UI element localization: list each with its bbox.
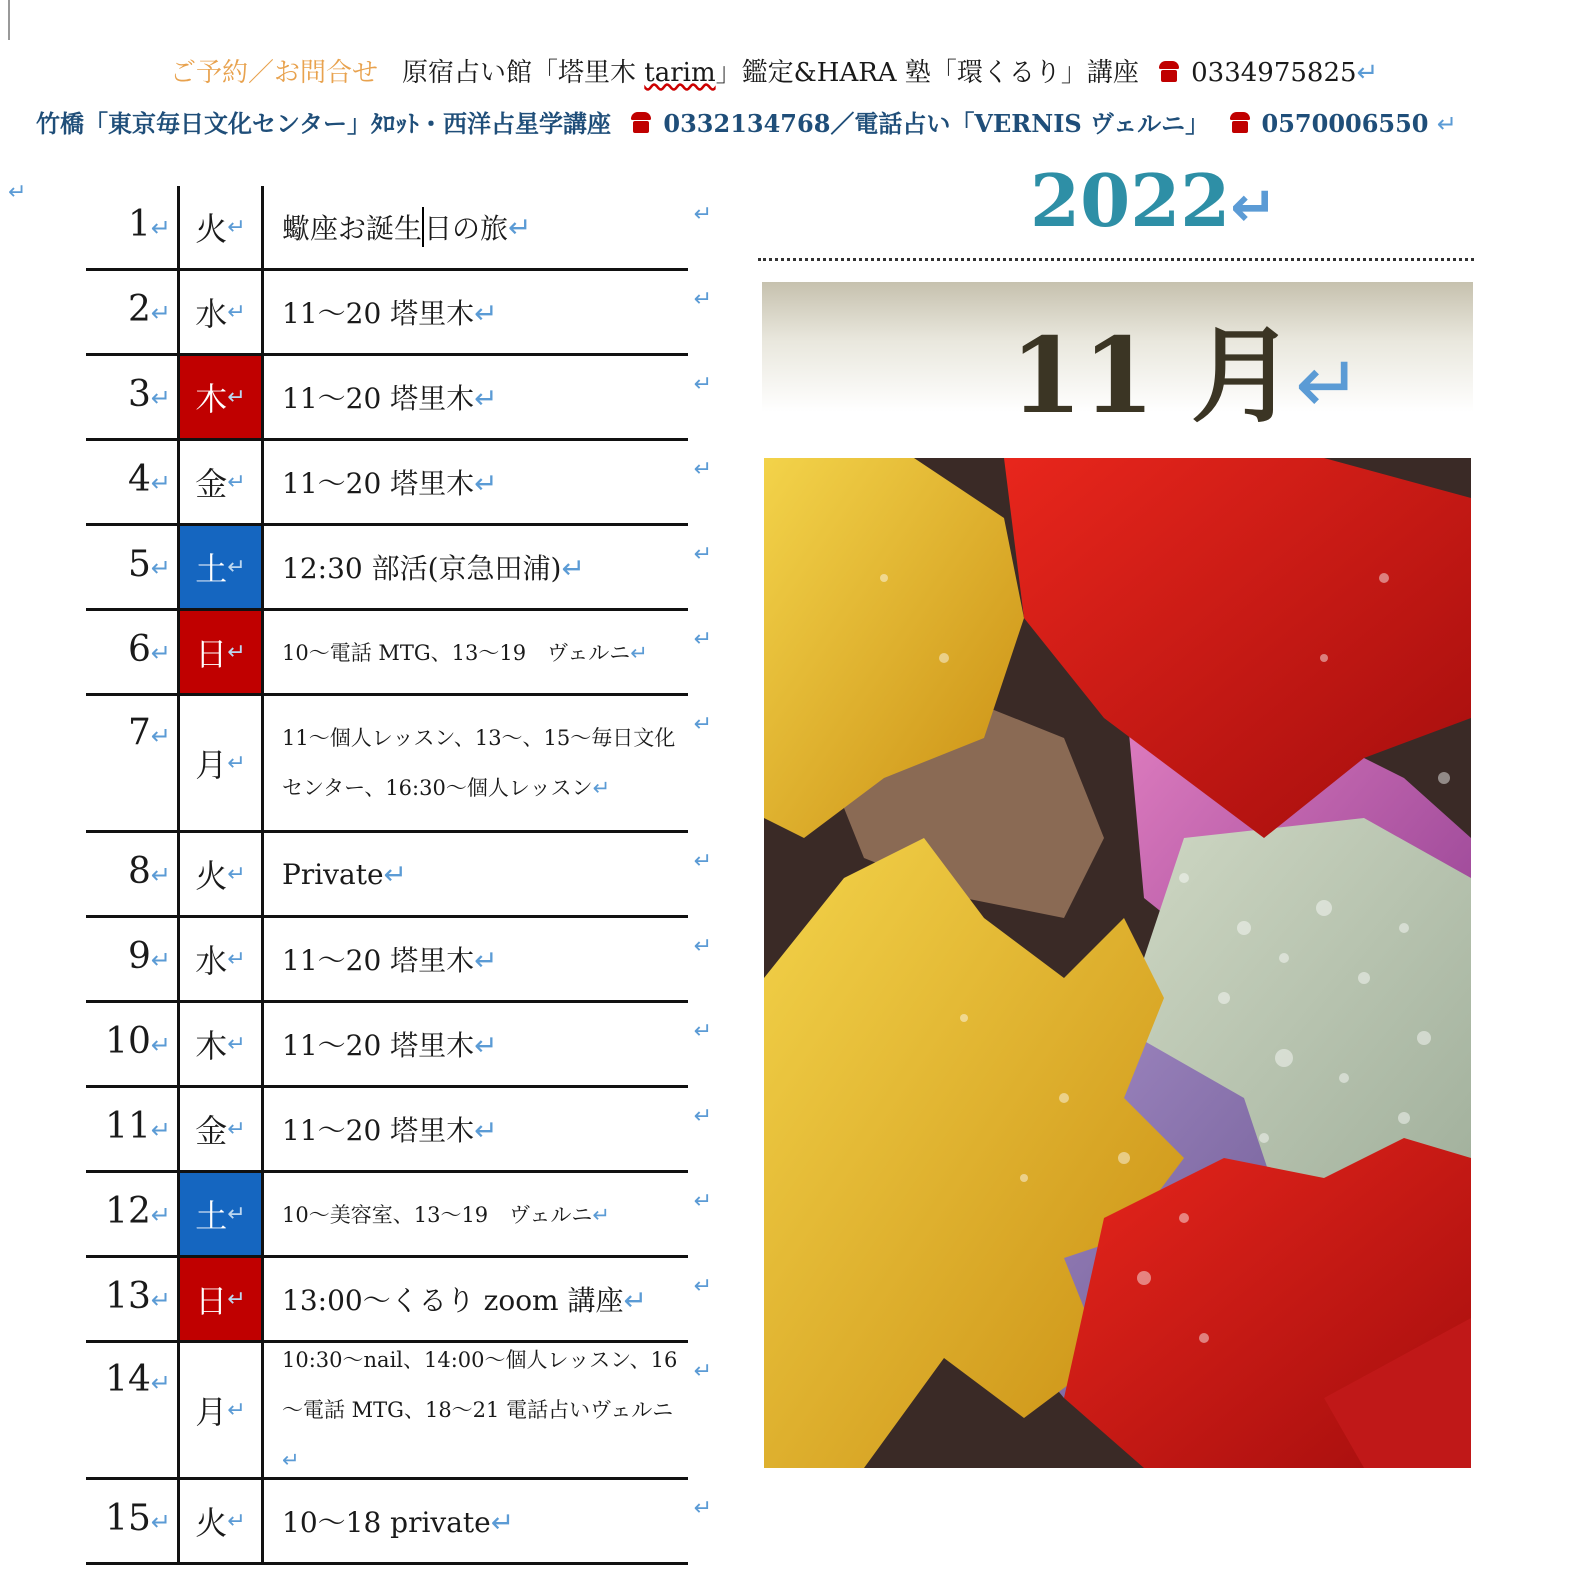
return-arrow-icon: ↵: [693, 1496, 712, 1521]
calendar-row: [86, 833, 712, 918]
month-value: 11 月: [1010, 314, 1295, 437]
day-number-value: 1: [127, 204, 151, 245]
event-text: [282, 547, 585, 587]
return-arrow-icon: ↵: [693, 712, 712, 737]
weekday-cell: [180, 271, 264, 353]
return-arrow-icon: ↵: [474, 382, 498, 415]
return-arrow-icon: ↵: [227, 1508, 246, 1534]
weekday-cell: [180, 1480, 264, 1562]
phone-icon: [1157, 61, 1181, 83]
weekday-cell: [180, 1343, 264, 1477]
return-arrow-icon: ↵: [693, 372, 712, 397]
event-cell: [264, 833, 688, 915]
return-arrow-icon: ↵: [150, 384, 171, 412]
calendar-row: [86, 918, 712, 1003]
return-arrow-icon: ↵: [592, 1203, 610, 1227]
weekday-label: 金: [195, 465, 228, 503]
calendar-row: [86, 271, 712, 356]
return-arrow-icon: ↵: [1294, 338, 1362, 431]
event-text-value: 10～18 private: [282, 1506, 491, 1539]
event-text-part: 蠍座お誕生: [282, 212, 423, 245]
day-number: [86, 918, 180, 1000]
event-text: [282, 462, 498, 502]
calendar-row: [86, 356, 712, 441]
calendar-row: [86, 611, 712, 696]
calendar-row: [86, 1003, 712, 1088]
day-number-value: 8: [127, 851, 151, 892]
weekday-label: 水: [195, 295, 228, 333]
event-text-value: 10～美容室、13～19 ヴェルニ: [282, 1203, 593, 1227]
event-cell: [264, 356, 688, 438]
event-cell: [264, 441, 688, 523]
event-text-value: 13:00～くるり zoom 講座: [282, 1284, 624, 1317]
return-arrow-icon: ↵: [474, 1114, 498, 1147]
page-corner-mark: [0, 0, 10, 40]
return-arrow-icon: ↵: [693, 934, 712, 959]
calendar-row: [86, 1343, 712, 1480]
return-arrow-icon: ↵: [150, 861, 171, 889]
day-number: [86, 1343, 180, 1477]
weekday-label: 土: [195, 550, 228, 588]
day-number-value: 3: [127, 374, 151, 415]
return-arrow-icon: ↵: [227, 1201, 246, 1227]
event-text-value: 11～20 塔里木: [282, 382, 475, 415]
day-number: [86, 1003, 180, 1085]
weekday-cell: [180, 1173, 264, 1255]
event-text-part: 日の旅: [424, 212, 509, 245]
year-title: [1030, 158, 1277, 243]
return-arrow-icon: ↵: [150, 299, 171, 327]
return-arrow-icon: ↵: [150, 639, 171, 667]
weekday-label: 木: [195, 1027, 228, 1065]
venue-prefix: 原宿占い館「塔里木: [402, 58, 645, 88]
event-text-value: 10～電話 MTG、13～19 ヴェルニ: [282, 641, 631, 665]
return-arrow-icon: ↵: [693, 1359, 712, 1384]
return-arrow-icon: ↵: [474, 944, 498, 977]
return-arrow-icon: ↵: [630, 641, 648, 665]
day-number-value: 13: [105, 1276, 151, 1317]
day-number: [86, 441, 180, 523]
weekday-cell: [180, 526, 264, 608]
return-arrow-icon: ↵: [227, 1031, 246, 1057]
weekday-label: 火: [195, 1504, 228, 1542]
weekday-label: 火: [195, 857, 228, 895]
day-number: [86, 1088, 180, 1170]
day-number: [86, 186, 180, 268]
event-text: [282, 1501, 514, 1541]
event-text: [282, 939, 498, 979]
weekday-cell: [180, 1088, 264, 1170]
day-number-value: 9: [127, 936, 151, 977]
weekday-label: 月: [195, 1393, 228, 1431]
venue-latin: tarim: [644, 58, 716, 88]
day-number-value: 7: [127, 712, 151, 753]
event-cell: [264, 1258, 688, 1340]
event-text-value: 11～20 塔里木: [282, 944, 475, 977]
return-arrow-icon: ↵: [150, 469, 171, 497]
day-number: [86, 1173, 180, 1255]
event-text: [282, 1109, 498, 1149]
return-arrow-icon: ↵: [227, 554, 246, 580]
weekday-label: 木: [195, 380, 228, 418]
return-arrow-icon: ↵: [693, 1274, 712, 1299]
return-arrow-icon: ↵: [150, 1508, 171, 1536]
return-arrow-icon: ↵: [8, 180, 27, 205]
event-cell: [264, 611, 688, 693]
event-text: [282, 713, 680, 813]
day-number-value: 10: [105, 1021, 151, 1062]
phone-icon: [629, 112, 653, 134]
day-number: [86, 833, 180, 915]
event-cell: [264, 1003, 688, 1085]
return-arrow-icon: ↵: [474, 1029, 498, 1062]
event-text: [282, 1335, 680, 1485]
return-arrow-icon: ↵: [693, 849, 712, 874]
dotted-divider: [758, 258, 1474, 261]
phone-and-service: 0332134768／電話占い「VERNIS ヴェルニ」: [663, 109, 1210, 138]
weekday-cell: [180, 356, 264, 438]
month-title: [1010, 292, 1362, 442]
event-text: [282, 1024, 498, 1064]
phone-icon: [1228, 112, 1252, 134]
event-text-value: 10:30～nail、14:00～個人レッスン、16～電話 MTG、18～21 電話占いヴェルニ: [282, 1348, 678, 1422]
return-arrow-icon: ↵: [1436, 110, 1457, 138]
event-text-value: 11～20 塔里木: [282, 467, 475, 500]
return-arrow-icon: ↵: [693, 542, 712, 567]
event-text-value: 12:30 部活(京急田浦): [282, 552, 562, 585]
school-info: 竹橋「東京毎日文化センター」ﾀﾛｯﾄ・西洋占星学講座: [36, 109, 612, 138]
event-text: [282, 637, 648, 667]
return-arrow-icon: ↵: [227, 639, 246, 665]
event-cell: [264, 696, 688, 830]
weekday-label: 日: [195, 1282, 228, 1320]
phone-number-3: 0570006550: [1261, 109, 1429, 138]
calendar-row: [86, 1173, 712, 1258]
event-cell: [264, 526, 688, 608]
year-value: 2022: [1030, 158, 1231, 243]
venue-suffix: 」鑑定&HARA 塾「環くるり」講座: [715, 58, 1139, 88]
weekday-cell: [180, 441, 264, 523]
weekday-label: 金: [195, 1112, 228, 1150]
weekday-label: 日: [195, 635, 228, 673]
return-arrow-icon: ↵: [474, 297, 498, 330]
return-arrow-icon: ↵: [150, 1201, 171, 1229]
calendar-row: [86, 1258, 712, 1343]
return-arrow-icon: ↵: [227, 384, 246, 410]
event-text: [282, 377, 498, 417]
return-arrow-icon: ↵: [227, 946, 246, 972]
calendar-table: [86, 186, 712, 1565]
weekday-label: 土: [195, 1197, 228, 1235]
return-arrow-icon: ↵: [1230, 175, 1278, 240]
day-number-value: 6: [127, 629, 151, 670]
weekday-cell: [180, 1003, 264, 1085]
weekday-cell: [180, 186, 264, 268]
calendar-row: [86, 696, 712, 833]
event-cell: [264, 186, 688, 268]
return-arrow-icon: ↵: [561, 552, 585, 585]
event-text-value: Private: [282, 857, 384, 891]
day-number-value: 12: [105, 1191, 151, 1232]
return-arrow-icon: ↵: [693, 627, 712, 652]
return-arrow-icon: ↵: [227, 861, 246, 887]
day-number-value: 2: [127, 289, 151, 330]
contact-label: ご予約／お問合せ: [170, 58, 379, 88]
return-arrow-icon: ↵: [693, 1104, 712, 1129]
return-arrow-icon: ↵: [490, 1506, 515, 1539]
day-number: [86, 271, 180, 353]
event-cell: [264, 1343, 688, 1477]
weekday-cell: [180, 1258, 264, 1340]
event-text: [282, 1279, 647, 1319]
return-arrow-icon: ↵: [693, 1019, 712, 1044]
return-arrow-icon: ↵: [693, 1189, 712, 1214]
return-arrow-icon: ↵: [227, 299, 246, 325]
return-arrow-icon: ↵: [693, 287, 712, 312]
day-number-value: 4: [127, 459, 151, 500]
calendar-row: [86, 1480, 712, 1565]
day-number: [86, 1258, 180, 1340]
day-number: [86, 696, 180, 830]
return-arrow-icon: ↵: [508, 210, 532, 244]
day-number: [86, 526, 180, 608]
day-number-value: 15: [105, 1498, 151, 1539]
event-cell: [264, 1088, 688, 1170]
return-arrow-icon: ↵: [227, 1397, 246, 1423]
weekday-cell: [180, 918, 264, 1000]
event-cell: [264, 1173, 688, 1255]
return-arrow-icon: ↵: [693, 457, 712, 482]
return-arrow-icon: ↵: [383, 857, 407, 891]
day-number-value: 11: [105, 1106, 151, 1147]
calendar-row: [86, 1088, 712, 1173]
day-number-value: 5: [127, 544, 151, 585]
return-arrow-icon: ↵: [150, 554, 171, 582]
calendar-row: [86, 186, 712, 271]
event-cell: [264, 1480, 688, 1562]
event-text-value: 11～20 塔里木: [282, 297, 475, 330]
weekday-label: 月: [195, 746, 228, 784]
return-arrow-icon: ↵: [1356, 58, 1379, 88]
return-arrow-icon: ↵: [623, 1284, 647, 1317]
return-arrow-icon: ↵: [227, 469, 246, 495]
header-line-2: [36, 104, 1457, 139]
autumn-leaves-photo: [764, 458, 1471, 1468]
weekday-label: 火: [195, 210, 228, 248]
event-cell: [264, 271, 688, 353]
weekday-cell: [180, 611, 264, 693]
return-arrow-icon: ↵: [150, 1031, 171, 1059]
header-line-1: [170, 52, 1378, 89]
return-arrow-icon: ↵: [592, 776, 611, 800]
calendar-row: [86, 441, 712, 526]
day-number: [86, 1480, 180, 1562]
return-arrow-icon: ↵: [227, 750, 246, 776]
return-arrow-icon: ↵: [150, 946, 171, 974]
return-arrow-icon: ↵: [150, 1116, 171, 1144]
return-arrow-icon: ↵: [474, 467, 498, 500]
event-text-value: 11～20 塔里木: [282, 1029, 475, 1062]
day-number: [86, 356, 180, 438]
weekday-label: 水: [195, 942, 228, 980]
return-arrow-icon: ↵: [227, 1116, 246, 1142]
return-arrow-icon: ↵: [693, 202, 712, 227]
event-text: [282, 292, 498, 332]
return-arrow-icon: ↵: [150, 1286, 171, 1314]
calendar-row: [86, 526, 712, 611]
event-text: [282, 858, 407, 891]
event-cell: [264, 918, 688, 1000]
day-number-value: 14: [105, 1359, 151, 1400]
event-text-value: 11～20 塔里木: [282, 1114, 475, 1147]
event-text: [282, 1199, 610, 1229]
phone-number-1: 0334975825: [1191, 58, 1357, 88]
return-arrow-icon: ↵: [150, 1369, 171, 1397]
return-arrow-icon: ↵: [227, 214, 246, 240]
weekday-cell: [180, 696, 264, 830]
return-arrow-icon: ↵: [227, 1286, 246, 1312]
day-number: [86, 611, 180, 693]
weekday-cell: [180, 833, 264, 915]
event-text-value: 11～個人レッスン、13～、15～毎日文化センター、16:30～個人レッスン: [282, 726, 676, 800]
return-arrow-icon: ↵: [282, 1448, 300, 1472]
return-arrow-icon: ↵: [150, 722, 171, 750]
return-arrow-icon: ↵: [150, 214, 171, 242]
